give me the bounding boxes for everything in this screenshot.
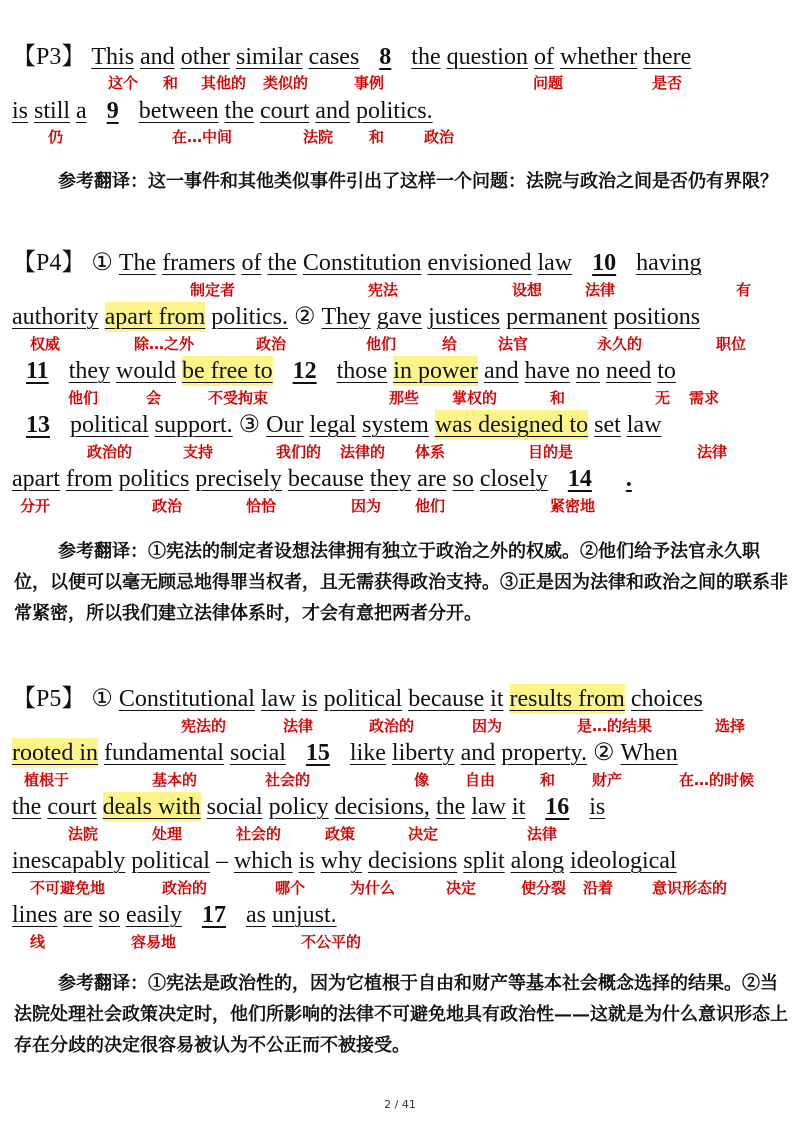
word: They <box>321 304 371 330</box>
word: envisioned <box>427 250 532 276</box>
blank-number: 15 <box>305 740 330 766</box>
word: is <box>301 686 318 712</box>
word: lines <box>12 902 58 928</box>
gloss-label: 政治的 <box>87 443 133 461</box>
p5-line-2 <box>12 738 678 768</box>
gloss-label: 政治 <box>256 335 287 353</box>
word: and <box>483 358 519 384</box>
word: question <box>446 44 528 70</box>
highlighted-phrase: results from <box>509 686 625 712</box>
word: 【P5】 <box>12 686 86 712</box>
word: why <box>320 848 362 874</box>
highlighted-phrase: be free to <box>182 358 273 384</box>
word: those <box>336 358 388 384</box>
word: gave <box>376 304 423 330</box>
word: the <box>224 98 254 124</box>
gloss-label: 法律 <box>697 443 728 461</box>
gloss-label: 意识形态的 <box>652 879 728 897</box>
word: 【P4】 <box>12 250 86 276</box>
word: 【P3】 <box>12 44 86 70</box>
gloss-label: 法院 <box>303 128 334 146</box>
gloss-label: 因为 <box>472 717 503 735</box>
blank-number: . <box>625 466 632 492</box>
word: When <box>620 740 678 766</box>
p5-line-3 <box>12 792 605 822</box>
word: along <box>510 848 564 874</box>
word: they <box>68 358 111 384</box>
word: so <box>452 466 474 492</box>
word: there <box>643 44 692 70</box>
word: need <box>605 358 652 384</box>
word: support. <box>154 412 233 438</box>
word: decisions <box>367 848 458 874</box>
word: cases <box>308 44 360 70</box>
gloss-label: 使分裂 <box>521 879 567 897</box>
gloss-label: 财产 <box>592 771 623 789</box>
word: and <box>140 44 175 70</box>
word: Constitution <box>302 250 422 276</box>
gloss-label: 和 <box>369 128 385 146</box>
word: the <box>435 794 466 820</box>
gloss-label: 类似的 <box>263 74 309 92</box>
p5-translation-label: 参考翻译： <box>58 973 148 994</box>
blank-number: 10 <box>592 250 617 276</box>
word: ② <box>592 740 615 766</box>
gloss-label: 容易地 <box>131 933 177 951</box>
p5-translation <box>14 968 792 1061</box>
gloss-label: 是…的结果 <box>577 717 653 735</box>
word: the <box>411 44 441 70</box>
word: court <box>47 794 97 820</box>
gloss-label: 不受拘束 <box>208 389 269 407</box>
gloss-label: 和 <box>163 74 179 92</box>
word: law <box>537 250 573 276</box>
word: decisions, <box>334 794 430 820</box>
gloss-label: 基本的 <box>152 771 198 789</box>
word: so <box>98 902 120 928</box>
word: and <box>460 740 496 766</box>
p4-translation-label: 参考翻译： <box>58 541 148 562</box>
gloss-label: 在…中间 <box>172 128 233 146</box>
word: ② <box>293 304 316 330</box>
word: split <box>463 848 505 874</box>
blank-number: 12 <box>292 358 317 384</box>
word: to <box>657 358 676 384</box>
word: like <box>349 740 386 766</box>
word: – <box>215 848 228 874</box>
blank-number: 11 <box>26 358 49 384</box>
word: system <box>362 412 429 438</box>
word: political <box>131 848 210 874</box>
gloss-label: 在…的时候 <box>679 771 755 789</box>
p5-line-1 <box>12 684 703 714</box>
gloss-label: 政治 <box>424 128 455 146</box>
word: Our <box>266 412 304 438</box>
gloss-label: 他们 <box>415 497 446 515</box>
word: unjust. <box>271 902 337 928</box>
word: politics. <box>211 304 288 330</box>
p4-translation <box>14 536 792 629</box>
word: legal <box>309 412 357 438</box>
p5-translation-text: ①宪法是政治性的，因为它植根于自由和财产等基本社会概念选择的结果。②当法院处理社会政策决定时，他们所影响的法律不可避免地具有政治性——这就是为什么意识形态上存在分歧的决定很容易被认为不公正而不被接受。 <box>14 973 788 1056</box>
gloss-label: 决定 <box>446 879 477 897</box>
word: Constitutional <box>118 686 255 712</box>
p4-translation-text: ①宪法的制定者设想法律拥有独立于政治之外的权威。②他们给予法官永久职位，以便可以毫无顾忌地得罪当权者，且无需获得政治支持。③正是因为法律和政治之间的联系非常紧密，所以我们建立法律体系时，才会有意把两者分开。 <box>14 541 788 624</box>
gloss-label: 掌权的 <box>452 389 498 407</box>
word: authority <box>12 304 99 330</box>
highlighted-phrase: was designed to <box>434 412 589 438</box>
word: precisely <box>195 466 282 492</box>
word: other <box>180 44 230 70</box>
gloss-label: 法律的 <box>340 443 386 461</box>
page-number: 2 / 41 <box>384 1098 416 1111</box>
word: ① <box>91 250 113 276</box>
gloss-label: 恰恰 <box>246 497 277 515</box>
gloss-label: 政治的 <box>369 717 415 735</box>
gloss-label: 他们 <box>68 389 99 407</box>
word: social <box>206 794 263 820</box>
word: justices <box>428 304 501 330</box>
gloss-label: 为什么 <box>350 879 396 897</box>
word: having <box>636 250 702 276</box>
gloss-label: 政治 <box>152 497 183 515</box>
gloss-label: 他们 <box>366 335 397 353</box>
p4-line-1 <box>12 248 701 278</box>
gloss-label: 给 <box>442 335 458 353</box>
gloss-label: 处理 <box>152 825 183 843</box>
word: and <box>315 98 350 124</box>
gloss-label: 事例 <box>354 74 385 92</box>
word: still <box>34 98 71 124</box>
blank-number: 8 <box>379 44 392 70</box>
word: The <box>118 250 157 276</box>
word: liberty <box>391 740 455 766</box>
gloss-label: 社会的 <box>236 825 282 843</box>
word: This <box>91 44 135 70</box>
p4-line-4 <box>12 410 661 440</box>
word: property. <box>501 740 587 766</box>
word: choices <box>630 686 703 712</box>
gloss-label: 问题 <box>533 74 564 92</box>
word: inescapably <box>12 848 126 874</box>
highlighted-phrase: in power <box>393 358 478 384</box>
gloss-label: 体系 <box>415 443 446 461</box>
gloss-label: 目的是 <box>528 443 574 461</box>
highlighted-phrase: rooted in <box>12 740 98 766</box>
gloss-label: 会 <box>146 389 162 407</box>
p3-line-1 <box>12 42 691 72</box>
p3-line-2 <box>12 96 433 126</box>
gloss-label: 社会的 <box>265 771 311 789</box>
gloss-label: 这个 <box>108 74 139 92</box>
word: because <box>408 686 485 712</box>
p3-translation-label: 参考翻译： <box>58 171 148 192</box>
word: easily <box>125 902 182 928</box>
blank-number: 17 <box>201 902 226 928</box>
word: no <box>575 358 600 384</box>
word: which <box>233 848 293 874</box>
gloss-label: 自由 <box>465 771 496 789</box>
word: political <box>323 686 403 712</box>
gloss-label: 政策 <box>325 825 356 843</box>
word: are <box>63 902 93 928</box>
word: would <box>116 358 177 384</box>
p5-line-5 <box>12 900 337 930</box>
word: political <box>70 412 149 438</box>
gloss-label: 植根于 <box>24 771 70 789</box>
gloss-label: 有 <box>736 281 752 299</box>
gloss-label: 法院 <box>68 825 99 843</box>
gloss-label: 哪个 <box>275 879 306 897</box>
p3-translation <box>14 166 792 197</box>
word: as <box>245 902 266 928</box>
word: politics <box>118 466 190 492</box>
gloss-label: 不公平的 <box>301 933 362 951</box>
word: is <box>298 848 315 874</box>
gloss-label: 沿着 <box>583 879 614 897</box>
gloss-label: 分开 <box>20 497 51 515</box>
word: is <box>12 98 29 124</box>
word: law <box>626 412 662 438</box>
word: positions <box>613 304 701 330</box>
blank-number: 13 <box>26 412 50 438</box>
gloss-label: 职位 <box>716 335 747 353</box>
word: of <box>241 250 262 276</box>
word: social <box>229 740 286 766</box>
gloss-label: 不可避免地 <box>30 879 106 897</box>
gloss-label: 法律 <box>283 717 314 735</box>
gloss-label: 我们的 <box>276 443 322 461</box>
gloss-label: 仍 <box>48 128 64 146</box>
word: permanent <box>506 304 608 330</box>
gloss-label: 法律 <box>585 281 616 299</box>
gloss-label: 像 <box>414 771 430 789</box>
p4-line-3 <box>12 356 676 386</box>
p3-translation-text: 这一事件和其他类似事件引出了这样一个问题：法院与政治之间是否仍有界限？ <box>148 171 778 192</box>
highlighted-phrase: apart from <box>104 304 206 330</box>
word: whether <box>559 44 638 70</box>
p4-line-5 <box>12 464 646 494</box>
word: similar <box>236 44 303 70</box>
word: ideological <box>569 848 677 874</box>
word: have <box>524 358 570 384</box>
gloss-label: 设想 <box>512 281 543 299</box>
word: framers <box>162 250 236 276</box>
word: law <box>471 794 506 820</box>
word: fundamental <box>103 740 224 766</box>
word: ③ <box>238 412 261 438</box>
gloss-label: 线 <box>30 933 46 951</box>
word: is <box>589 794 606 820</box>
gloss-label: 权威 <box>30 335 61 353</box>
word: politics. <box>355 98 433 124</box>
gloss-label: 宪法的 <box>181 717 227 735</box>
p4-line-2 <box>12 302 700 332</box>
word: policy <box>268 794 329 820</box>
word: apart <box>12 466 60 492</box>
highlighted-phrase: deals with <box>102 794 201 820</box>
gloss-label: 无 <box>655 389 671 407</box>
word: the <box>267 250 297 276</box>
word: are <box>417 466 447 492</box>
blank-number: 14 <box>567 466 592 492</box>
gloss-label: 永久的 <box>597 335 643 353</box>
p5-line-4 <box>12 846 677 876</box>
word: a <box>76 98 87 124</box>
word: law <box>260 686 296 712</box>
gloss-label: 需求 <box>689 389 720 407</box>
word: set <box>594 412 621 438</box>
word: it <box>511 794 526 820</box>
gloss-label: 支持 <box>183 443 214 461</box>
gloss-label: 是否 <box>652 74 683 92</box>
word: of <box>533 44 554 70</box>
word: it <box>490 686 504 712</box>
word: between <box>138 98 219 124</box>
word: closely <box>479 466 548 492</box>
word: court <box>259 98 310 124</box>
gloss-label: 法官 <box>498 335 529 353</box>
blank-number: 16 <box>545 794 570 820</box>
word: from <box>65 466 113 492</box>
gloss-label: 法律 <box>527 825 558 843</box>
gloss-label: 政治的 <box>162 879 208 897</box>
gloss-label: 除…之外 <box>134 335 195 353</box>
gloss-label: 决定 <box>408 825 439 843</box>
gloss-label: 制定者 <box>190 281 236 299</box>
gloss-label: 和 <box>540 771 556 789</box>
word: they <box>369 466 412 492</box>
word: ① <box>91 686 113 712</box>
word: because <box>287 466 364 492</box>
gloss-label: 那些 <box>389 389 420 407</box>
gloss-label: 选择 <box>715 717 746 735</box>
gloss-label: 宪法 <box>368 281 399 299</box>
gloss-label: 和 <box>550 389 566 407</box>
gloss-label: 因为 <box>351 497 382 515</box>
gloss-label: 其他的 <box>201 74 247 92</box>
word: the <box>12 794 42 820</box>
blank-number: 9 <box>106 98 119 124</box>
gloss-label: 紧密地 <box>550 497 596 515</box>
